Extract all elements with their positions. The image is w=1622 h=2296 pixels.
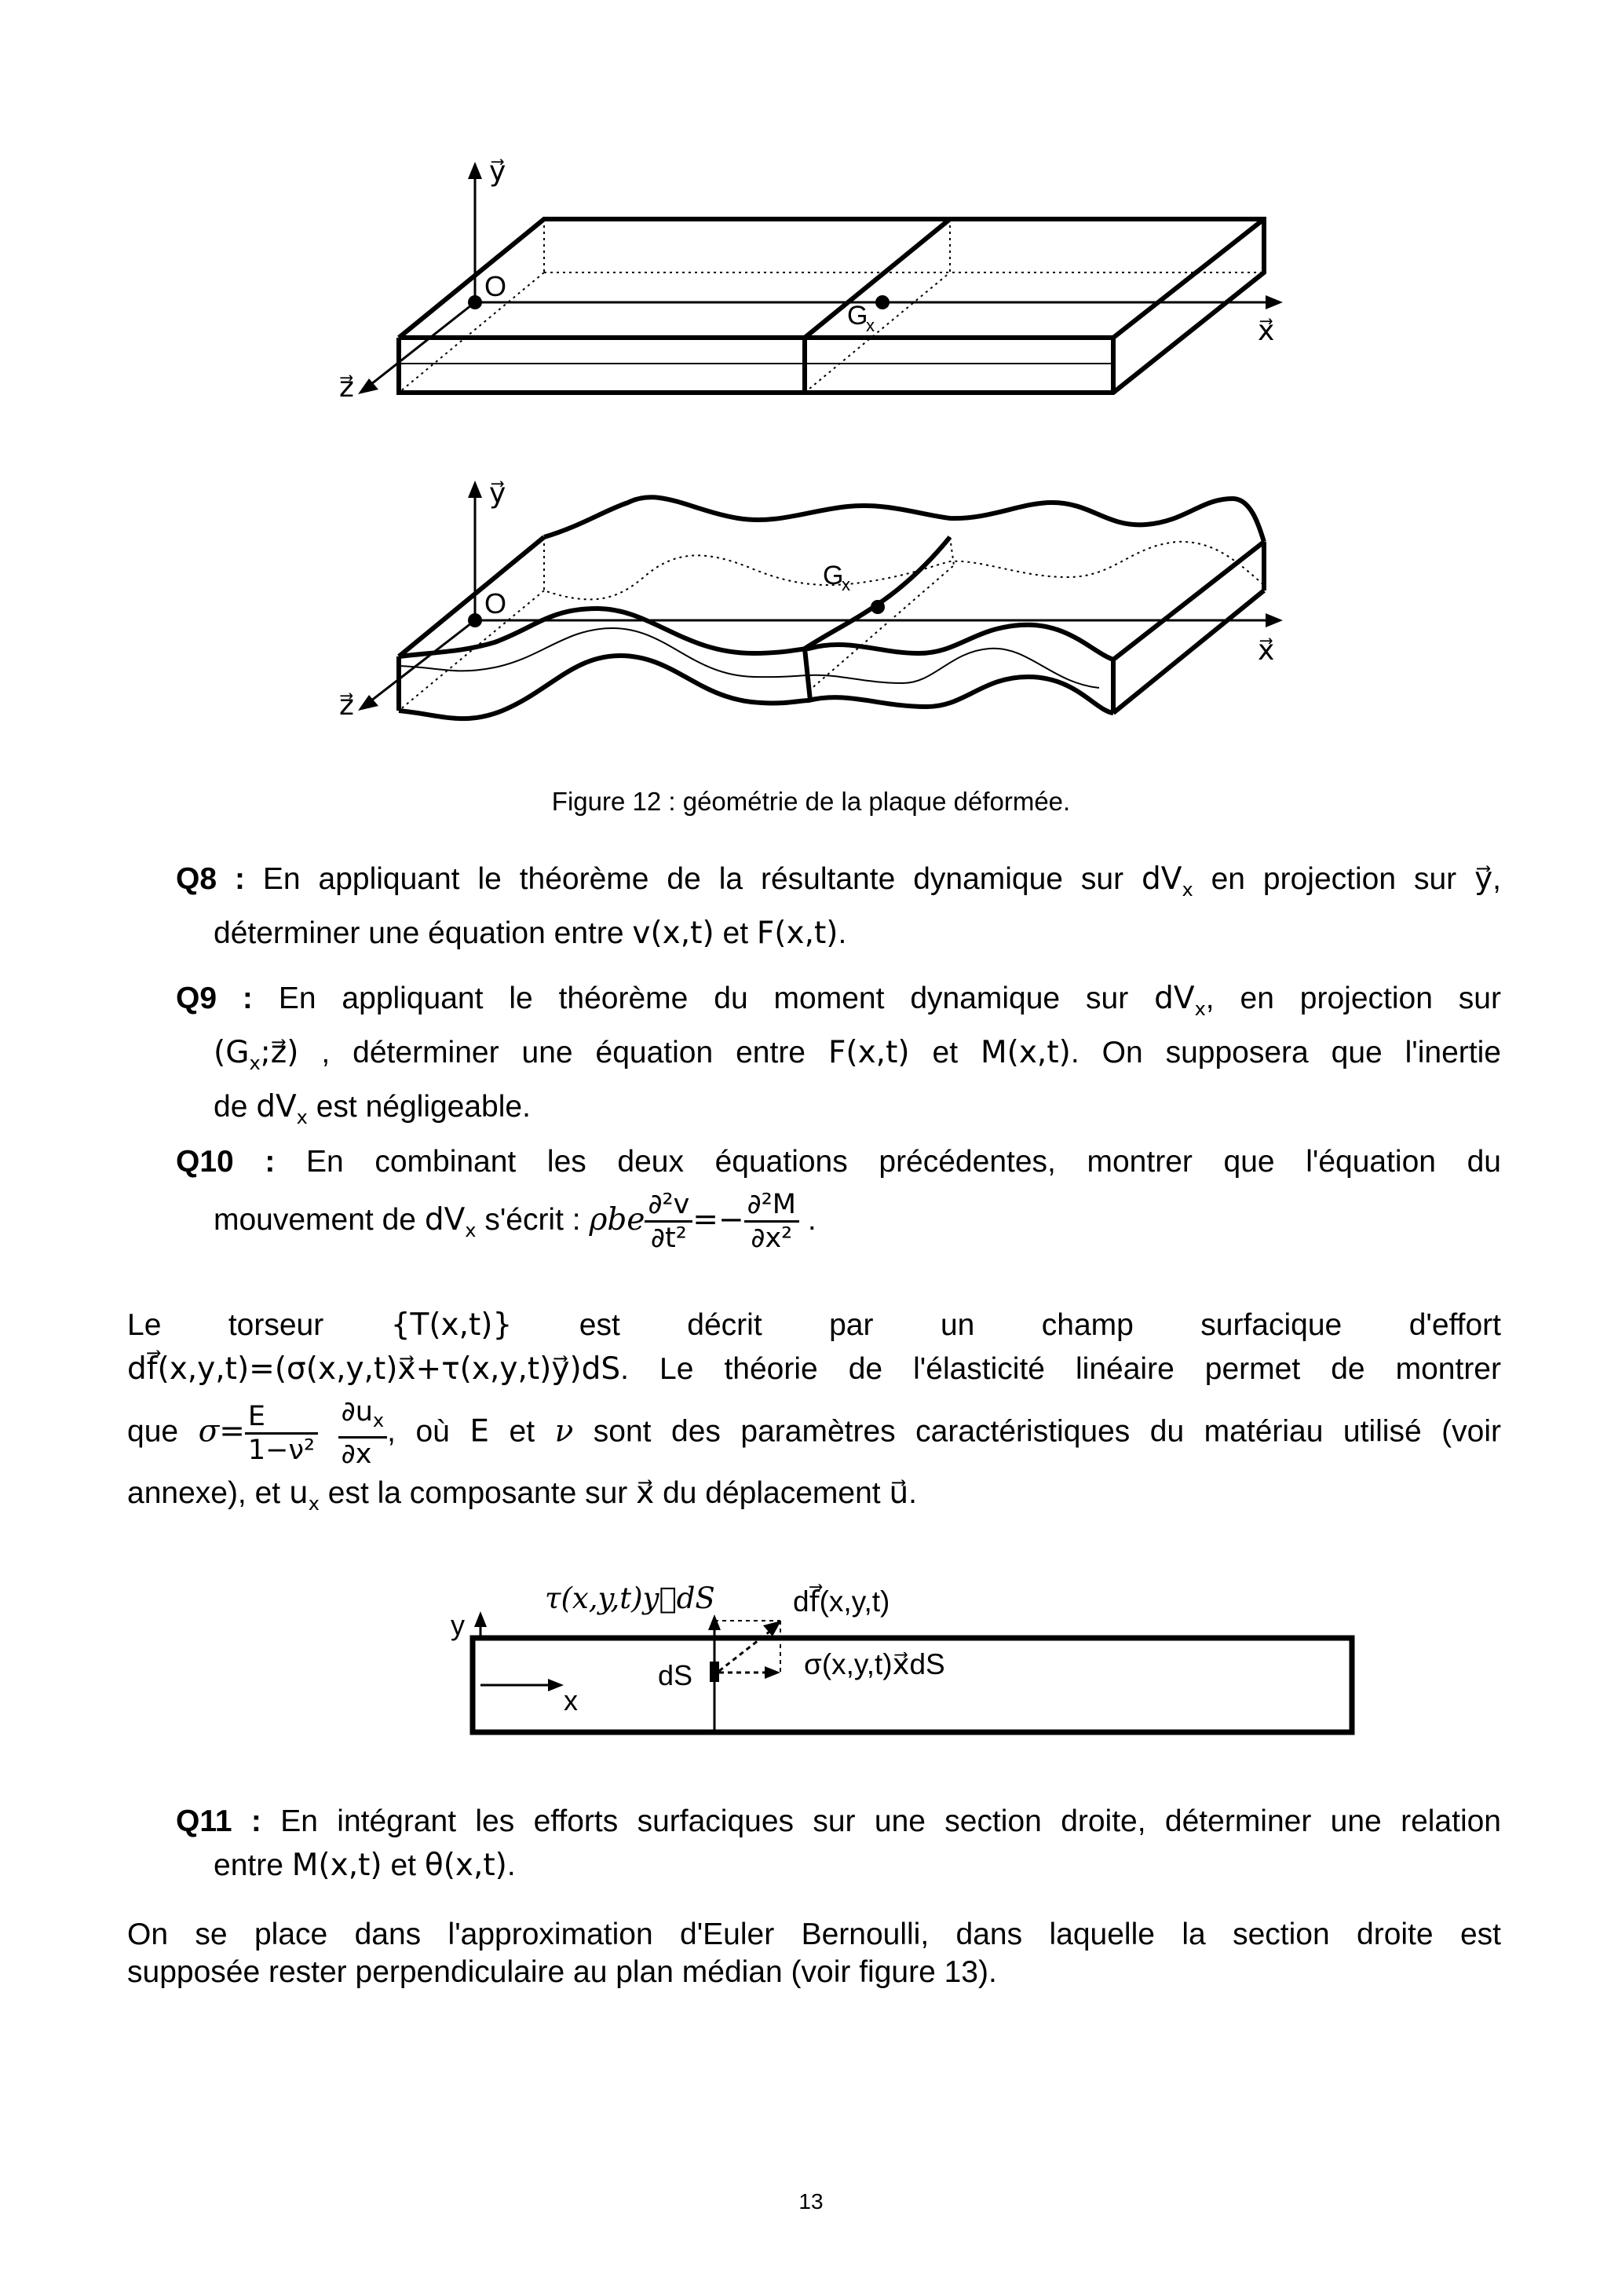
x-axis-label: x⃗ [1258, 634, 1275, 666]
q11-theta: θ(x,t) [424, 1848, 507, 1883]
origin-point [468, 613, 482, 627]
q8-v: v(x,t) [632, 915, 714, 951]
torseur-line-2: df⃗(x,y,t)=(σ(x,y,t)x⃗+τ(x,y,t)y⃗)dS. Le théorie de l'élasticité linéaire permet de montrer [127, 1351, 1501, 1387]
x-axis-label: x⃗ [1258, 314, 1275, 346]
origin-label: O [484, 587, 507, 620]
q9-text-2b: . On supposera que l'inertie [1070, 1035, 1501, 1069]
q8-line-1 [176, 857, 1501, 912]
g-label-sub: x [842, 575, 850, 594]
q10-line-2 [176, 1189, 1501, 1254]
figure-plate-undeformed [0, 0, 1622, 440]
figure-plate-deformed [0, 455, 1622, 770]
y-axis-arrow [474, 1611, 487, 1627]
q9-text-3: est négligeable. [316, 1089, 531, 1124]
q8-line-2 [176, 912, 1501, 956]
z-axis-line [367, 620, 475, 704]
x-axis-arrow [1266, 613, 1283, 627]
q8-label: Q8 : [176, 862, 245, 896]
q9-et: et [932, 1035, 959, 1069]
q8-f: F(x,t) [756, 915, 838, 951]
q11-line-1 [176, 1800, 1501, 1844]
df-formula: df⃗(x,y,t)=(σ(x,y,t)x⃗+τ(x,y,t)y⃗)dS [127, 1351, 621, 1387]
x-axis-arrow [548, 1679, 564, 1691]
q8-end: . [838, 916, 847, 950]
q11-line-2: entre M(x,t) et θ(x,t). [214, 1848, 516, 1883]
q9-f: F(x,t) [827, 1034, 910, 1070]
df-label: df⃗(x,y,t) [793, 1585, 890, 1618]
y-axis-label: y⃗ [489, 155, 506, 187]
q8-text-1: En appliquant le théorème de la résultante dynamique sur [262, 862, 1124, 896]
ds-element [710, 1662, 719, 1682]
g-label: G [847, 301, 868, 331]
q9-label: Q9 : [176, 982, 253, 1015]
q9-text-1: En appliquant le théorème du moment dynamique sur [278, 982, 1129, 1015]
g-point [871, 600, 885, 614]
z-axis-label: z⃗ [339, 371, 354, 403]
g-label: G [823, 561, 844, 590]
tau-label: τ(x,y,t)y⃗dS [545, 1581, 715, 1615]
y-axis-arrow [468, 481, 482, 498]
q8-text-2: déterminer une équation entre [214, 916, 624, 950]
q8-comma: , [1492, 862, 1501, 896]
paragraph-torseur [127, 1303, 1501, 1526]
q11-label: Q11 : [176, 1804, 261, 1838]
q10-end: . [807, 1202, 816, 1237]
q9-line-3 [176, 1085, 1501, 1139]
g-label-sub: x [866, 316, 875, 335]
q9-de: de [214, 1089, 248, 1124]
page-number: 13 [798, 2189, 824, 2214]
q9-line-1 [176, 977, 1501, 1031]
ds-label: dS [658, 1659, 693, 1691]
origin-label: O [484, 270, 507, 302]
x-label: x [564, 1684, 578, 1717]
question-q11 [176, 1800, 1501, 1888]
tau-arrow-head [708, 1614, 721, 1630]
question-q8 [176, 857, 1501, 956]
q8-dv: $dV_x$ [1142, 861, 1193, 901]
torseur-line-1: Le torseur {T(x,t)} est décrit par un champ surfacique d'effort [127, 1307, 1501, 1343]
q11-text-1: En intégrant les efforts surfaciques sur une section droite, déterminer une relation [280, 1804, 1501, 1838]
z-axis-line [367, 302, 475, 387]
q8-text-1b: en projection sur [1211, 862, 1457, 896]
df-arrow-head [763, 1621, 781, 1636]
sigma-arrow-head [765, 1666, 780, 1679]
euler-line-1: On se place dans l'approximation d'Euler Bernoulli, dans laquelle la section droite est [127, 1918, 1501, 1951]
y-axis-label: y⃗ [489, 477, 506, 509]
euler-line-2: supposée rester perpendiculaire au plan médian (voir figure 13). [127, 1955, 997, 1989]
q9-dv: $dV_x$ [1154, 981, 1206, 1020]
q9-text-2: , déterminer une équation entre [321, 1035, 806, 1069]
question-q10 [176, 1140, 1501, 1254]
y-label: y [451, 1609, 465, 1641]
torseur-line-3: que σ= $\frac{E}{\text{1−ν²}}$ $\frac{\partial u_x}{\partial x}$ , où E et ν sont des paramètres caractéristiques du matériau utilisé (voir [127, 1396, 1501, 1470]
q9-text-1b: , en projection sur [1205, 982, 1501, 1015]
x-axis-arrow [1266, 295, 1283, 309]
q9-line-2 [176, 1031, 1501, 1085]
q10-line-1 [176, 1140, 1501, 1184]
q9-axis: $(G_x;z⃗)$ [214, 1034, 299, 1074]
figure-section-forces [0, 1563, 1622, 1751]
origin-point [468, 295, 482, 309]
q10-equation: ρbe $\frac{\text{∂²v}}{\text{∂t²}}$ =− $\frac{\text{∂²M}}{\text{∂x²}}$ [589, 1203, 799, 1237]
g-point [875, 295, 890, 309]
q10-label: Q10 : [176, 1145, 276, 1179]
q8-y-vector: y⃗ [1474, 861, 1493, 897]
z-axis-label: z⃗ [339, 689, 354, 721]
q10-text-1: En combinant les deux équations précédentes, montrer que l'équation du [305, 1145, 1501, 1179]
paragraph-euler-bernoulli [127, 1916, 1501, 1991]
q10-dv: $dV_x$ [424, 1201, 477, 1241]
sigma-label: σ(x,y,t)x⃗dS [804, 1648, 945, 1680]
q10-ecrit: s'écrit : [484, 1202, 581, 1237]
torseur-line-4: annexe), et $u_x$ est la composante sur x⃗ du déplacement u⃗. [127, 1475, 918, 1515]
q9-dv-2: $dV_x$ [256, 1088, 308, 1128]
q9-m: M(x,t) [980, 1034, 1071, 1070]
figure-caption: Figure 12 : géométrie de la plaque déformée. [551, 787, 1071, 816]
question-q9 [176, 977, 1501, 1139]
q8-et: et [722, 916, 749, 950]
y-axis-arrow [468, 162, 482, 179]
q10-text-2: mouvement de [214, 1202, 416, 1237]
q11-m: M(x,t) [291, 1848, 382, 1883]
